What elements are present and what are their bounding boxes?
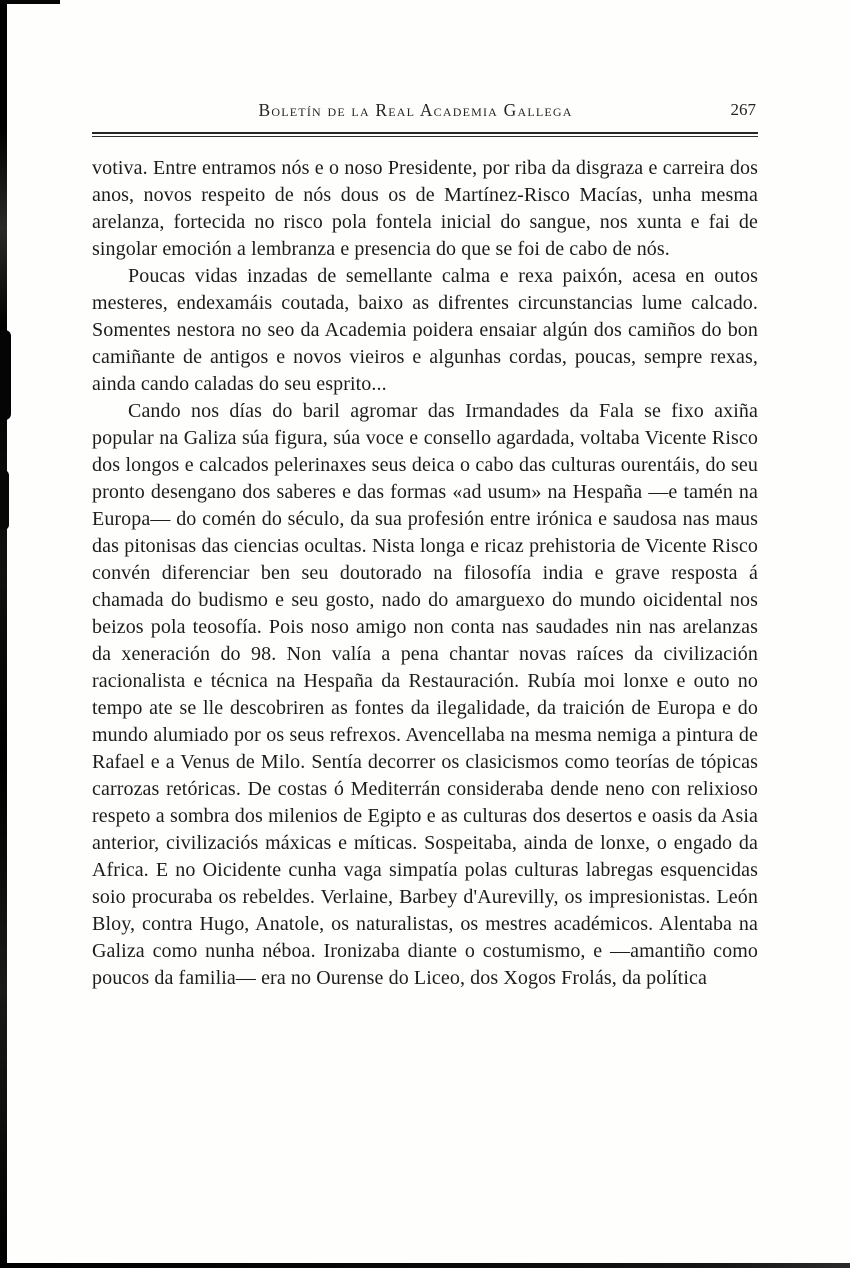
body-text bbox=[92, 155, 758, 992]
scan-artifact-left-edge bbox=[0, 0, 7, 1268]
paragraph: Cando nos días do baril agromar das Irmandades da Fala se fixo axiña popular na Galiza súa figura, súa voce e consello agardada, voltaba Vicente Risco dos longos e calcados pelerinaxes seus deica o cabo das culturas ourentáis, do seu pronto desengano dos saberes e das formas «ad usum» na Hespaña —e tamén na Europa— do comén do século, da sua profesión entre irónica e saudosa nas maus das pitonisas das ciencias ocultas. Nista longa e ricaz prehistoria de Vicente Risco convén diferenciar ben seu doutorado na filosofía india e grave resposta á chamada do budismo e seu gosto, nado do amarguexo do mundo oicidental nos beizos pola teosofía. Pois noso amigo non conta nas saudades nin nas arelanzas da xeneración do 98. Non valía a pena chantar novas raíces da civilización racionalista e técnica na Hespaña da Restauración. Rubía moi lonxe e outo no tempo ate se lle descobriren as fontes da ilegalidade, da traición de Europa e do mundo alumiado por os seus refrexos. Avencellaba na mesma nemiga a pintura de Rafael e a Venus de Milo. Sentía decorrer os clasicismos como teorías de tópicas carrozas retóricas. De costas ó Mediterrán consideraba dende neno con relixioso respeto a sombra dos milenios de Egipto e as culturas dos desertos e oasis da Asia anterior, civilizaciós máxicas e míticas. Sospeitaba, ainda de lonxe, o engado da Africa. E no Oicidente cunha vaga simpatía polas culturas labregas esquencidas soio procuraba os rebeldes. Verlaine, Barbey d'Aurevilly, os impresionistas. León Bloy, contra Hugo, Anatole, os naturalistas, os mestres académicos. Alentaba na Galiza como nunha néboa. Ironizaba diante o costumismo, e —amantiño como poucos da familia— era no Ourense do Liceo, dos Xogos Frolás, da política bbox=[92, 400, 758, 989]
scan-artifact-bottom-edge bbox=[0, 1263, 850, 1268]
scan-artifact-blob bbox=[0, 330, 11, 420]
header-rule bbox=[92, 132, 758, 137]
paragraph: Poucas vidas inzadas de semellante calma e rexa paixón, acesa en outos mesteres, endexamáis coutada, baixo as difrentes circunstancias lume calcado. Somentes nestora no seo da Academia poidera ensaiar algún dos camiños do bon camiñante de antigos e novos vieiros e algunhas cordas, poucas, sempre rexas, ainda cando caladas do seu esprito... bbox=[92, 265, 758, 395]
paragraph: votiva. Entre entramos nós e o noso Presidente, por riba da disgraza e carreira dos anos, novos respeito de nós dous os de Martínez-Risco Macías, unha mesma arelanza, fortecida no risco pola fontela inicial do sangue, nos xunta e fai de singolar emoción a lembranza e presencia do que se foi de cabo de nós. bbox=[92, 157, 758, 260]
journal-title: Boletín de la Real Academia Gallega bbox=[258, 100, 573, 120]
scan-artifact-top-edge bbox=[0, 0, 60, 4]
page-number: 267 bbox=[730, 100, 756, 119]
scan-artifact-blob bbox=[0, 470, 9, 530]
running-header bbox=[92, 100, 758, 126]
page-column bbox=[92, 100, 758, 992]
